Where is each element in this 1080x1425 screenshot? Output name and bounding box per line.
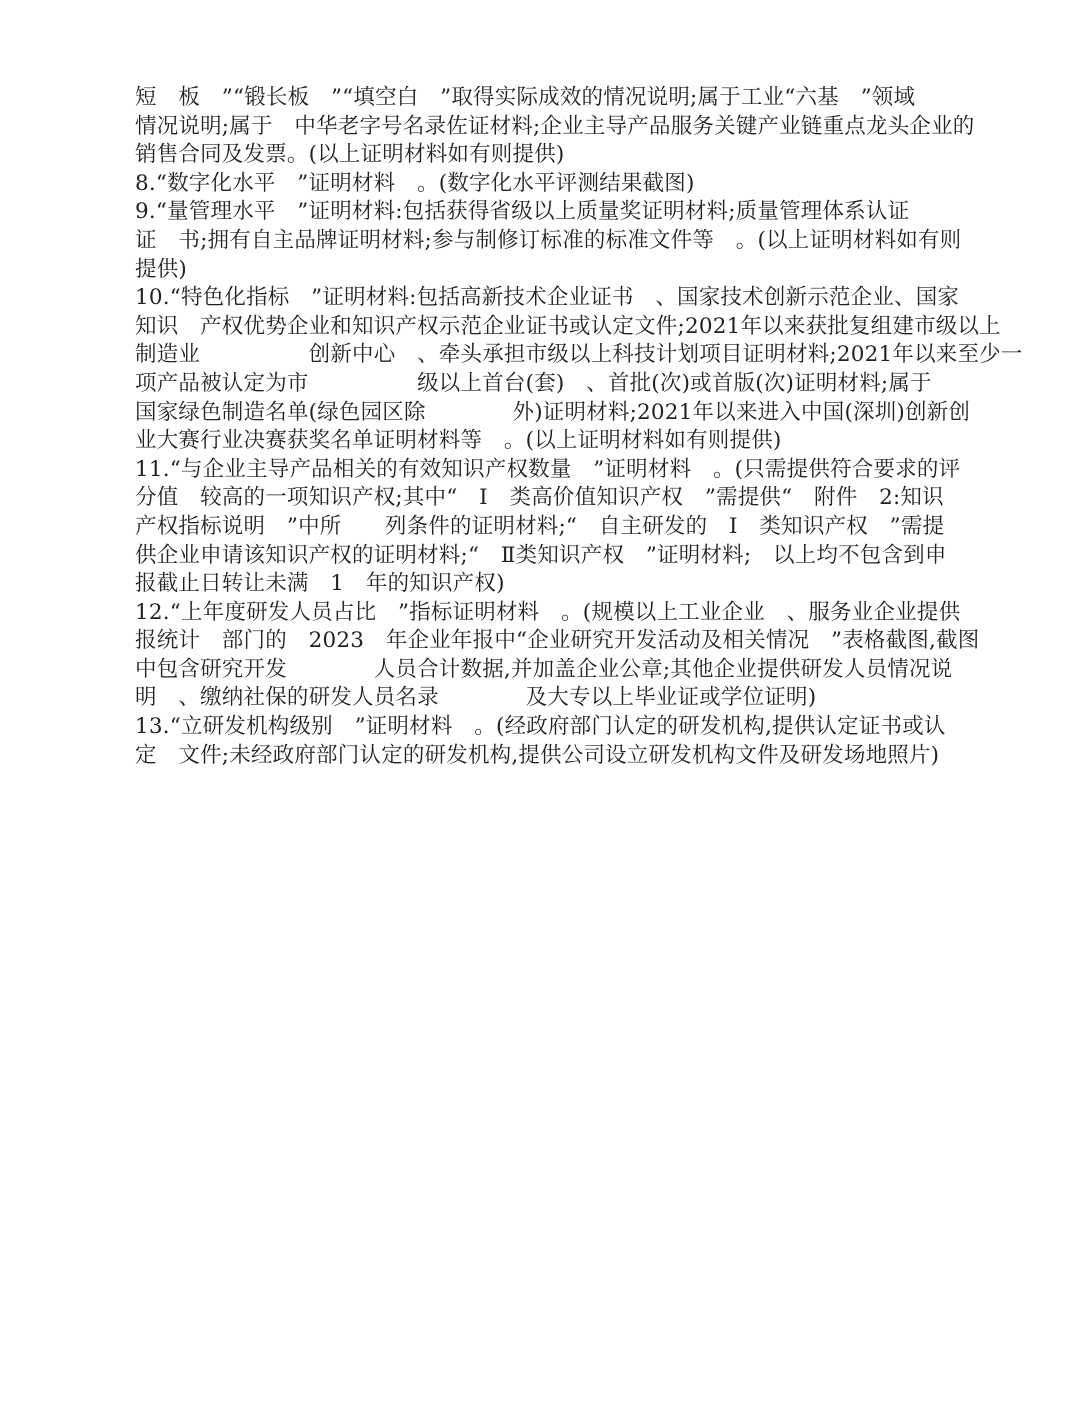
text-line: 项产品被认定为市 级以上首台(套) 、首批(次)或首版(次)证明材料;属于 xyxy=(135,370,932,396)
text-line: 报统计 部门的 2023 年企业年报中“企业研究开发活动及相关情况 ”表格截图,截图 xyxy=(135,628,980,654)
text-line: 11.“与企业主导产品相关的有效知识产权数量 ”证明材料 。(只需提供符合要求的评 xyxy=(135,456,961,482)
text-line: 制造业 创新中心 、牵头承担市级以上科技计划项目证明材料;2021年以来至少一 xyxy=(135,342,1023,368)
text-line: 报截止日转让未满 1 年的知识产权) xyxy=(135,571,505,597)
text-line: 销售合同及发票。(以上证明材料如有则提供) xyxy=(135,142,565,168)
text-line: 9.“量管理水平 ”证明材料:包括获得省级以上质量奖证明材料;质量管理体系认证 xyxy=(135,199,910,225)
text-line: 明 、缴纳社保的研发人员名录 及大专以上毕业证或学位证明) xyxy=(135,685,817,711)
text-line: 12.“上年度研发人员占比 ”指标证明材料 。(规模以上工业企业 、服务业企业提供 xyxy=(135,599,961,625)
text-line: 定 文件;未经政府部门认定的研发机构,提供公司设立研发机构文件及研发场地照片) xyxy=(135,742,940,768)
text-line: 10.“特色化指标 ”证明材料:包括高新技术企业证书 、国家技术创新示范企业、国家 xyxy=(135,285,960,311)
text-line: 中包含研究开发 人员合计数据,并加盖企业公章;其他企业提供研发人员情况说 xyxy=(135,656,953,682)
text-line: 情况说明;属于 中华老字号名录佐证材料;企业主导产品服务关键产业链重点龙头企业的 xyxy=(135,113,975,139)
text-line: 业大赛行业决赛获奖名单证明材料等 。(以上证明材料如有则提供) xyxy=(135,428,782,454)
text-line: 供企业申请该知识产权的证明材料;“ Ⅱ类知识产权 ”证明材料; 以上均不包含到申 xyxy=(135,542,947,568)
text-line: 8.“数字化水平 ”证明材料 。(数字化水平评测结果截图) xyxy=(135,170,695,196)
text-line: 知识 产权优势企业和知识产权示范企业证书或认定文件;2021年以来获批复组建市级以上 xyxy=(135,313,1001,339)
document-text-block xyxy=(135,84,1023,770)
text-line: 证 书;拥有自主品牌证明材料;参与制修订标准的标准文件等 。(以上证明材料如有则 xyxy=(135,227,962,253)
text-line: 产权指标说明 ”中所 列条件的证明材料;“ 自主研发的 Ⅰ 类知识产权 ”需提 xyxy=(135,513,945,539)
text-line: 分值 较高的一项知识产权;其中“ Ⅰ 类高价值知识产权 ”需提供“ 附件 2:知识 xyxy=(135,485,944,511)
text-line: 短 板 ”“锻长板 ”“填空白 ”取得实际成效的情况说明;属于工业“六基 ”领域 xyxy=(135,85,916,110)
text-line: 提供) xyxy=(135,256,187,282)
text-line: 13.“立研发机构级别 ”证明材料 。(经政府部门认定的研发机构,提供认定证书或认 xyxy=(135,714,946,740)
text-line: 国家绿色制造名单(绿色园区除 外)证明材料;2021年以来进入中国(深圳)创新创 xyxy=(135,399,971,425)
